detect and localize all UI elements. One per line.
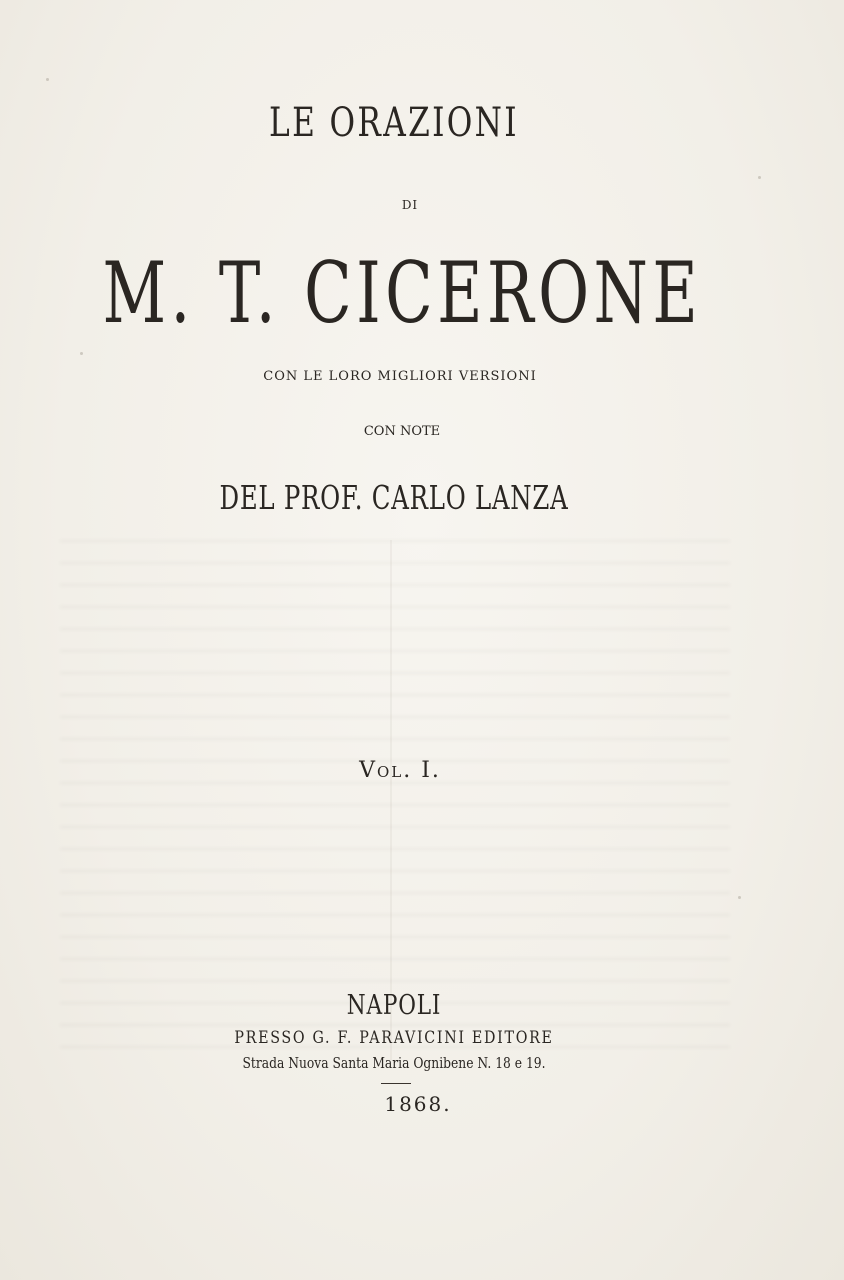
volume-label: Vol. I. [359, 758, 441, 783]
imprint-address: Strada Nuova Santa Maria Ognibene N. 18 e 19. [242, 1054, 546, 1072]
imprint-divider [381, 1083, 411, 1084]
author-name: M. T. CICERONE [102, 244, 703, 342]
bleed-through-column-rule [390, 540, 392, 1060]
title-line-di: DI [401, 198, 419, 212]
title-line-le-orazioni: LE ORAZIONI [269, 100, 519, 146]
bleed-through-text [60, 540, 730, 1060]
subtitle: CON LE LORO MIGLIORI VERSIONI [263, 369, 537, 384]
imprint-year: 1868. [384, 1092, 452, 1116]
notes-line: CON NOTE [363, 424, 441, 439]
imprint-city: NAPOLI [346, 990, 442, 1021]
imprint-publisher: PRESSO G. F. PARAVICINI EDITORE [234, 1028, 554, 1048]
editor-line: DEL PROF. CARLO LANZA [219, 478, 569, 517]
